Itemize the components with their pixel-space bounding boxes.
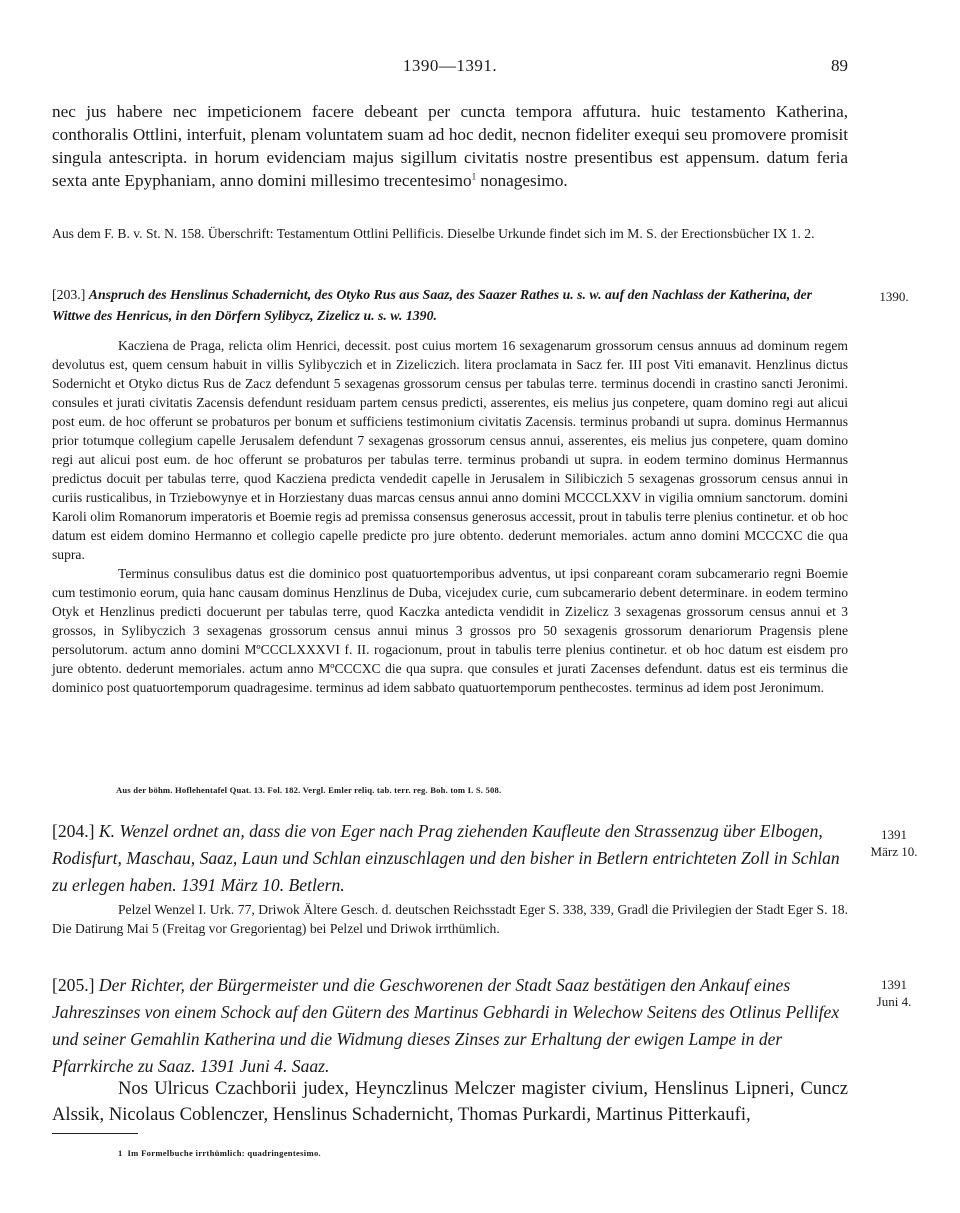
doc-205-margin-year: 1391 [881,977,907,992]
footnote [118,1148,321,1158]
doc-203-paragraph-1: Kacziena de Praga, relicta olim Henrici, decessit. post cuius mortem 16 sexagenarum grossorum census annuus ad dominum regem devolutus est, quem censum habuit in villis Sylibyczich et in Zizeliczich. litera proclamata in Sacz fer. III post Viti emanavit. Henzlinus dictus Sodernicht et Otyko dictus Rus de Zacz defendunt 5 sexagenas grossorum census per tabulas terre. terminus docendi in crastino sancti Jeronimi. consules et jurati civitatis Zacensis defendunt residuam partem census predicti, asserentes, eis melius jus conpetere, quam domino regi aut alicui post eum. de hoc offerunt se probaturos per bonum et sufficiens testimonium civitatis Zacensis. terminus probandi ut supra. dominus Hermannus prior totumque collegium capelle Jerusalem defendunt 7 sexagenas grossorum census annui, asserentes, eis melius jus conpetere, quam domino regi aut alicui post eum. de hoc offerunt se probaturos per tabulas terre. terminus probandi ut supra. in eodem termino dominus Hermannus predictus docuit per tabulas terre, quod Kacziena predicta vendedit capelle in Jerusalem in Silibiczich 5 sexagenas grossorum census annui in curiis rusticalibus, in Trziebowynye et in Horziestany duas marcas census annui anno domini MCCCLXXV in vigilia omnium sanctorum. domini Karoli olim Romanorum imperatoris et Boemie regis ad premissa consensus generosus accessit, prout in tabulis terre plenius continetur. et ob hoc datum est eidem domino Hermanno et collegio capelle predicte pro jure obtento. dederunt memoriales. actum anno domini MCCCXC die qua supra. [52,338,848,562]
doc-203-title: Anspruch des Henslinus Schadernicht, des Otyko Rus aus Saaz, des Saazer Rathes u. s. w. auf den Nachlass der Katherina, der Wittwe des Henricus, in den Dörfern Sylibycz, Zizelicz u. s. w. 1390. [52,287,812,323]
doc-203-source: Aus der böhm. Hoflehentafel Quat. 13. Fol. 182. Vergl. Emler reliq. tab. terr. reg. Boh. tom I. S. 508. [116,785,502,795]
doc-205-title: Der Richter, der Bürgermeister und die Geschworenen der Stadt Saaz bestätigen den Ankauf eines Jahreszinses von einem Schock auf den Gütern des Martinus Gebhardi in Welechow Seitens des Otlinus Pellifex und seiner Gemahlin Katherina und die Widmung dieses Zinses zur Erhaltung der ewigen Lampe in der Pfarrkirche zu Saaz. 1391 Juni 4. Saaz. [52,975,840,1076]
page-number: 89 [831,56,848,75]
intro-text: nec jus habere nec impeticionem facere debeant per cuncta tempora affutura. huic testamento Katherina, conthoralis Ottlini, interfuit, plenam voluntatem suam ad hoc dedit, necnon fideliter exequi seu promovere promisit singula antescripta. in horum evidenciam majus sigillum civitatis nostre presentibus est appensum. datum feria sexta ante Epyphaniam, anno domini millesimo trecentesimo [52,102,848,190]
header-years: 1390—1391. [402,56,498,75]
doc-204-margin-year: 1391 [881,827,907,842]
doc-203-heading [52,284,848,326]
doc-204-number: [204.] [52,821,95,841]
running-header [52,56,848,82]
doc-205-margin-date [864,976,924,1010]
doc-203-margin-date: 1390. [879,289,909,304]
doc-205-margin-day: Juni 4. [876,994,912,1009]
intro-paragraph [52,100,848,192]
doc-204-heading [52,818,848,899]
doc-205-body [52,1076,848,1128]
source-note-text: Aus dem F. B. v. St. N. 158. Überschrift: Testamentum Ottlini Pellificis. Dieselbe Urkunde findet sich im M. S. der Erectionsbücher IX 1. 2. [52,226,815,241]
doc-203-number: [203.] [52,287,86,302]
doc-205-text: Nos Ulricus Czachborii judex, Heynczlinus Melczer magister civium, Henslinus Lipneri, Cuncz Alssik, Nicolaus Coblenczer, Henslinus Schadernicht, Thomas Purkardi, Martinus Pitterkaufi, [52,1078,848,1125]
doc-203-body [52,336,848,697]
source-note-202 [52,224,848,243]
intro-text-end: nonagesimo. [476,171,568,190]
footnote-reference: 1 [471,171,477,182]
doc-203-paragraph-2: Terminus consulibus datus est die dominico post quatuortemporibus adventus, ut ipsi conpareant coram subcamerario regni Boemie cum testimonio eorum, quia hanc causam dominus Henzlinus de Duba, vicejudex curie, cum subcamerario debent determinare. in eodem termino Otyk et Henzlinus predicti docuerunt per tabulas terre, quod Kaczka antedicta vendidit in Zizelicz 3 sexagenas grossorum census annui et 3 grossos, in Sylibyczich 3 sexagenas grossorum census annui minus 3 grossos pro 50 sexagenis grossorum denariorum Pragensis plene persolutorum. actum anno domini MºCCCLXXXVI f. II. rogacionum, prout in tabulis terre plenius continetur. et ob hoc datum est eisdem pro jure obtento. dederunt memoriales. actum anno MºCCCXC die qua supra. que consules et jurati Zacenses defendunt. datus est eis terminus die dominico post quatuortemporum quadragesime. terminus ad idem sabbato quatuortemporum penthecostes. terminus ad idem post Jeronimum. [52,566,848,695]
doc-204-margin-day: März 10. [870,844,918,859]
doc-205-number: [205.] [52,975,95,995]
footnote-divider [52,1133,138,1134]
footnote-mark: 1 [118,1148,123,1158]
footnote-text: Im Formelbuche irrthümlich: quadringentesimo. [127,1148,321,1158]
doc-204-source-text: Pelzel Wenzel I. Urk. 77, Driwok Ältere Gesch. d. deutschen Reichsstadt Eger S. 338, 339, Gradl die Privilegien der Stadt Eger S. 18. Die Datirung Mai 5 (Freitag vor Gregorientag) bei Pelzel und Driwok irrthümlich. [52,902,848,936]
doc-204-title: K. Wenzel ordnet an, dass die von Eger nach Prag ziehenden Kaufleute den Strassenzug über Elbogen, Rodisfurt, Maschau, Saaz, Laun und Schlan einzuschlagen und den bisher in Betlern entrichteten Zoll in Schlan zu erlegen haben. 1391 März 10. Betlern. [52,821,840,895]
doc-205-heading [52,972,848,1080]
doc-204-source [52,900,848,938]
doc-204-margin-date [864,826,924,860]
